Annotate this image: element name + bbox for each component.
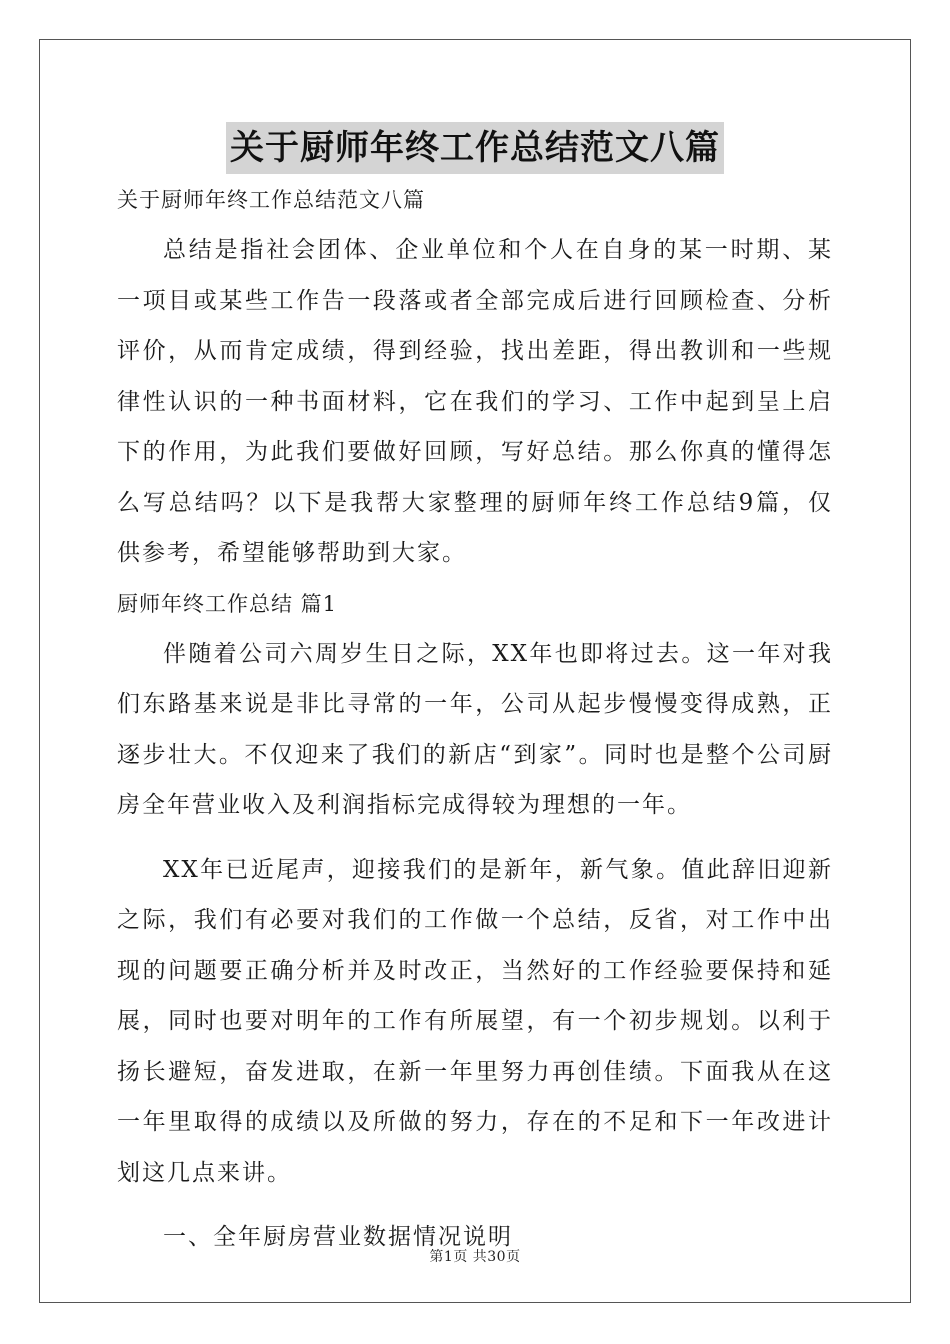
body-paragraph-2: XX年已近尾声，迎接我们的是新年，新气象。值此辞旧迎新之际，我们有必要对我们的工作做一个总结，反省，对工作中出现的问题要正确分析并及时改正，当然好的工作经验要保持和延展，同时也要对明年的工作有所展望，有一个初步规划。以利于扬长避短，奋发进取，在新一年里努力再创佳绩。下面我从在这一年里取得的成绩以及所做的努力，存在的不足和下一年改进计划这几点来讲。 — [117, 856, 833, 1186]
title-area — [0, 122, 950, 174]
document-body — [117, 183, 833, 1263]
document-subtitle: 关于厨师年终工作总结范文八篇 — [117, 188, 425, 212]
body-paragraph-1: 伴随着公司六周岁生日之际，XX年也即将过去。这一年对我们东路基来说是非比寻常的一年，公司从起步慢慢变得成熟，正逐步壮大。不仅迎来了我们的新店“到家”。同时也是整个公司厨房全年营业收入及利润指标完成得较为理想的一年。 — [117, 640, 833, 818]
section-subheading: 一、全年厨房营业数据情况说明 — [163, 1224, 513, 1250]
page-footer: 第1页 共30页 — [429, 1249, 521, 1265]
document-title: 关于厨师年终工作总结范文八篇 — [226, 122, 724, 174]
section-heading: 厨师年终工作总结 篇1 — [117, 591, 338, 616]
intro-paragraph: 总结是指社会团体、企业单位和个人在自身的某一时期、某一项目或某些工作告一段落或者全部完成后进行回顾检查、分析评价，从而肯定成绩，得到经验，找出差距，得出教训和一些规律性认识的一种书面材料，它在我们的学习、工作中起到呈上启下的作用，为此我们要做好回顾，写好总结。那么你真的懂得怎么写总结吗？以下是我帮大家整理的厨师年终工作总结9篇，仅供参考，希望能够帮助到大家。 — [117, 237, 833, 566]
